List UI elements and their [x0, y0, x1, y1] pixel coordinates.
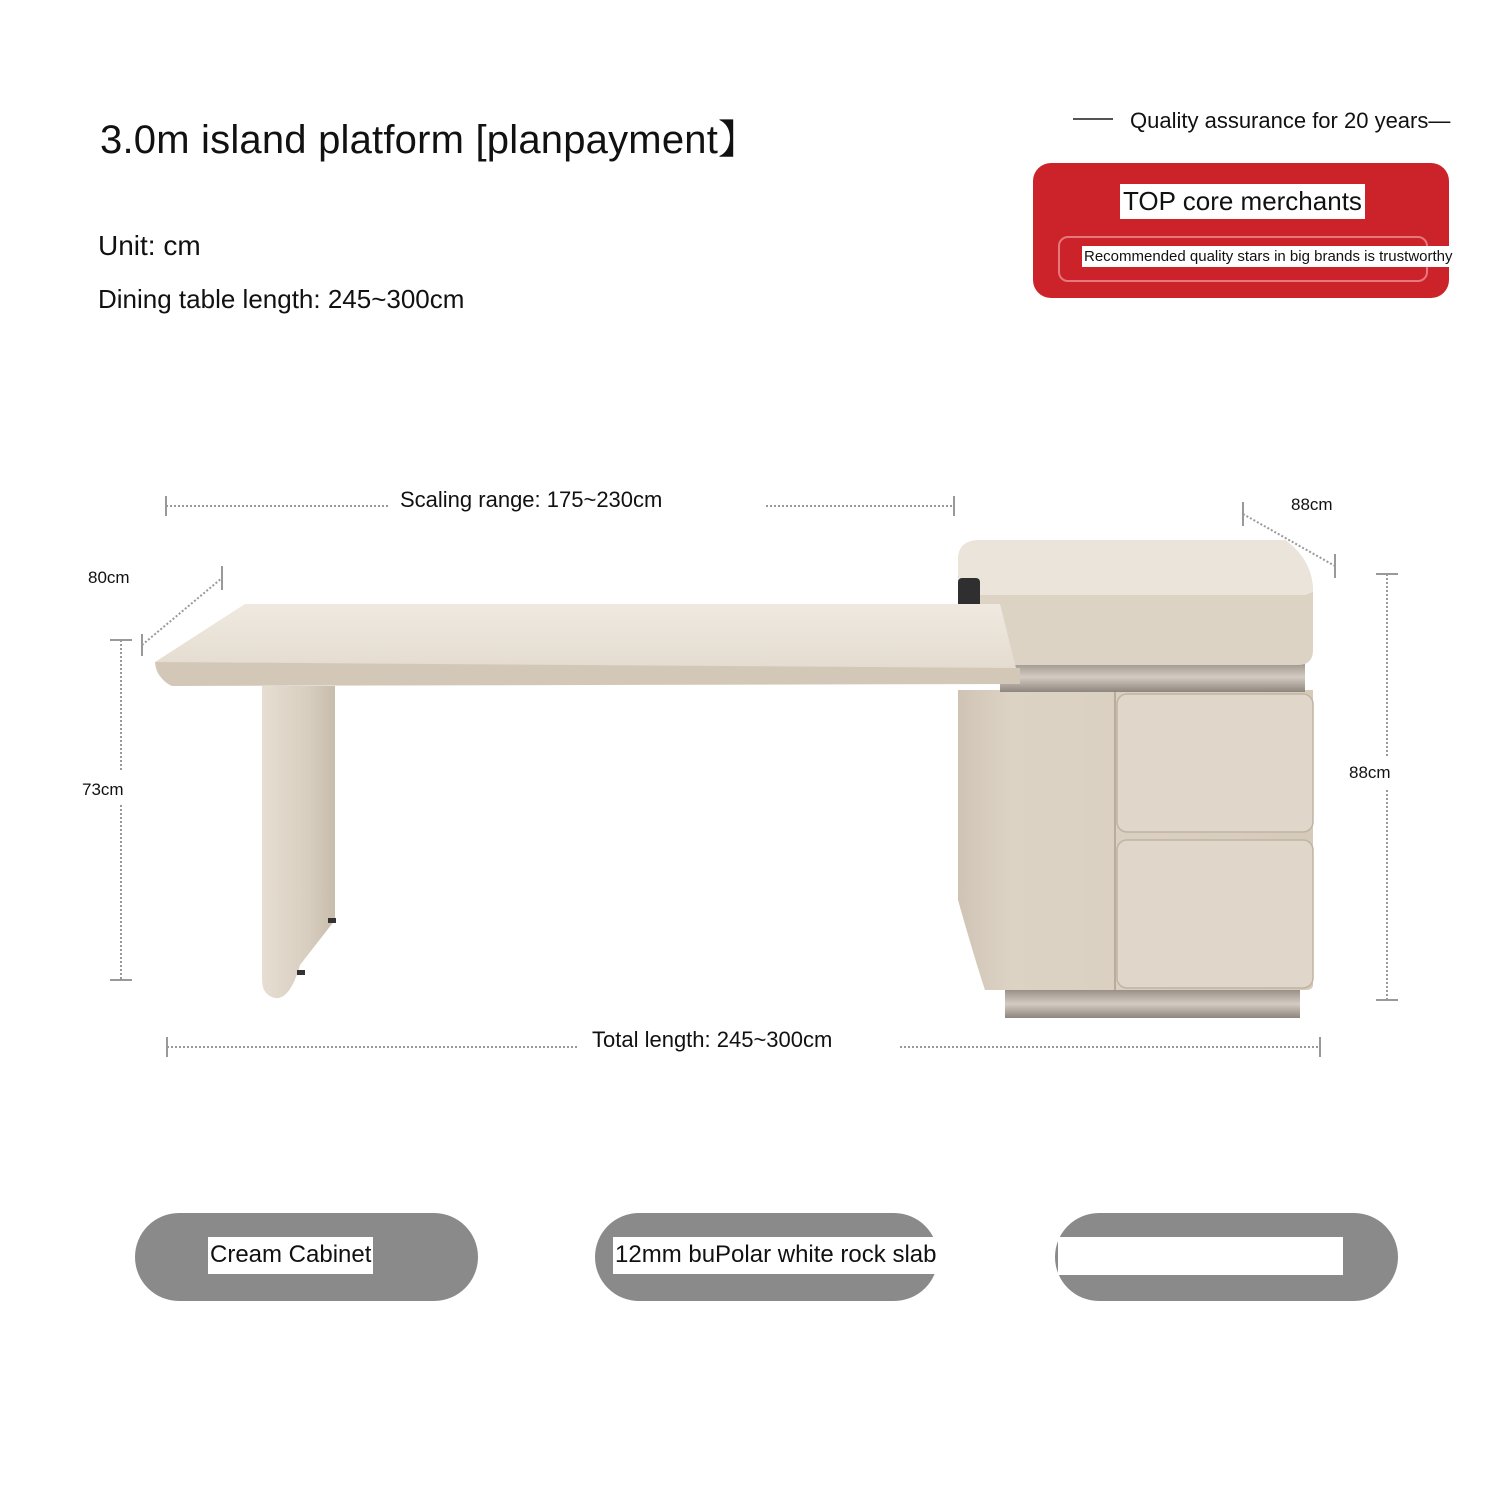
table-leg: [262, 686, 336, 998]
badge-subtitle-text: Recommended quality stars in big brands is trustworthy: [1084, 248, 1453, 265]
scaling-range-label: Scaling range: 175~230cm: [394, 487, 668, 513]
option-label-rock-slab: 12mm buPolar white rock slab: [613, 1237, 938, 1274]
table-height-label: 73cm: [82, 780, 124, 799]
option-label-third: [1058, 1237, 1343, 1275]
depth-left-label: 80cm: [88, 568, 130, 587]
cabinet-top: [958, 540, 1313, 665]
unit-label: Unit: cm: [98, 230, 201, 261]
drawer-lower: [1117, 840, 1313, 988]
total-length-label: Total length: 245~300cm: [586, 1027, 838, 1053]
cabinet-body: [958, 662, 1313, 1018]
drawer-upper: [1117, 694, 1313, 832]
table-top: [155, 604, 1020, 686]
cabinet-base: [1005, 990, 1300, 1018]
cabinet-ring: [1000, 662, 1305, 692]
cabinet-height-label: 88cm: [1349, 763, 1391, 782]
option-label-cream-cabinet: Cream Cabinet: [208, 1237, 373, 1274]
quality-assurance-text: Quality assurance for 20 years—: [1130, 108, 1451, 133]
cabinet-depth-label: 88cm: [1291, 495, 1333, 514]
dining-length-label: Dining table length: 245~300cm: [98, 284, 465, 314]
page-title: 3.0m island platform [planpayment】: [100, 118, 759, 162]
badge-title: TOP core merchants: [1120, 184, 1365, 219]
